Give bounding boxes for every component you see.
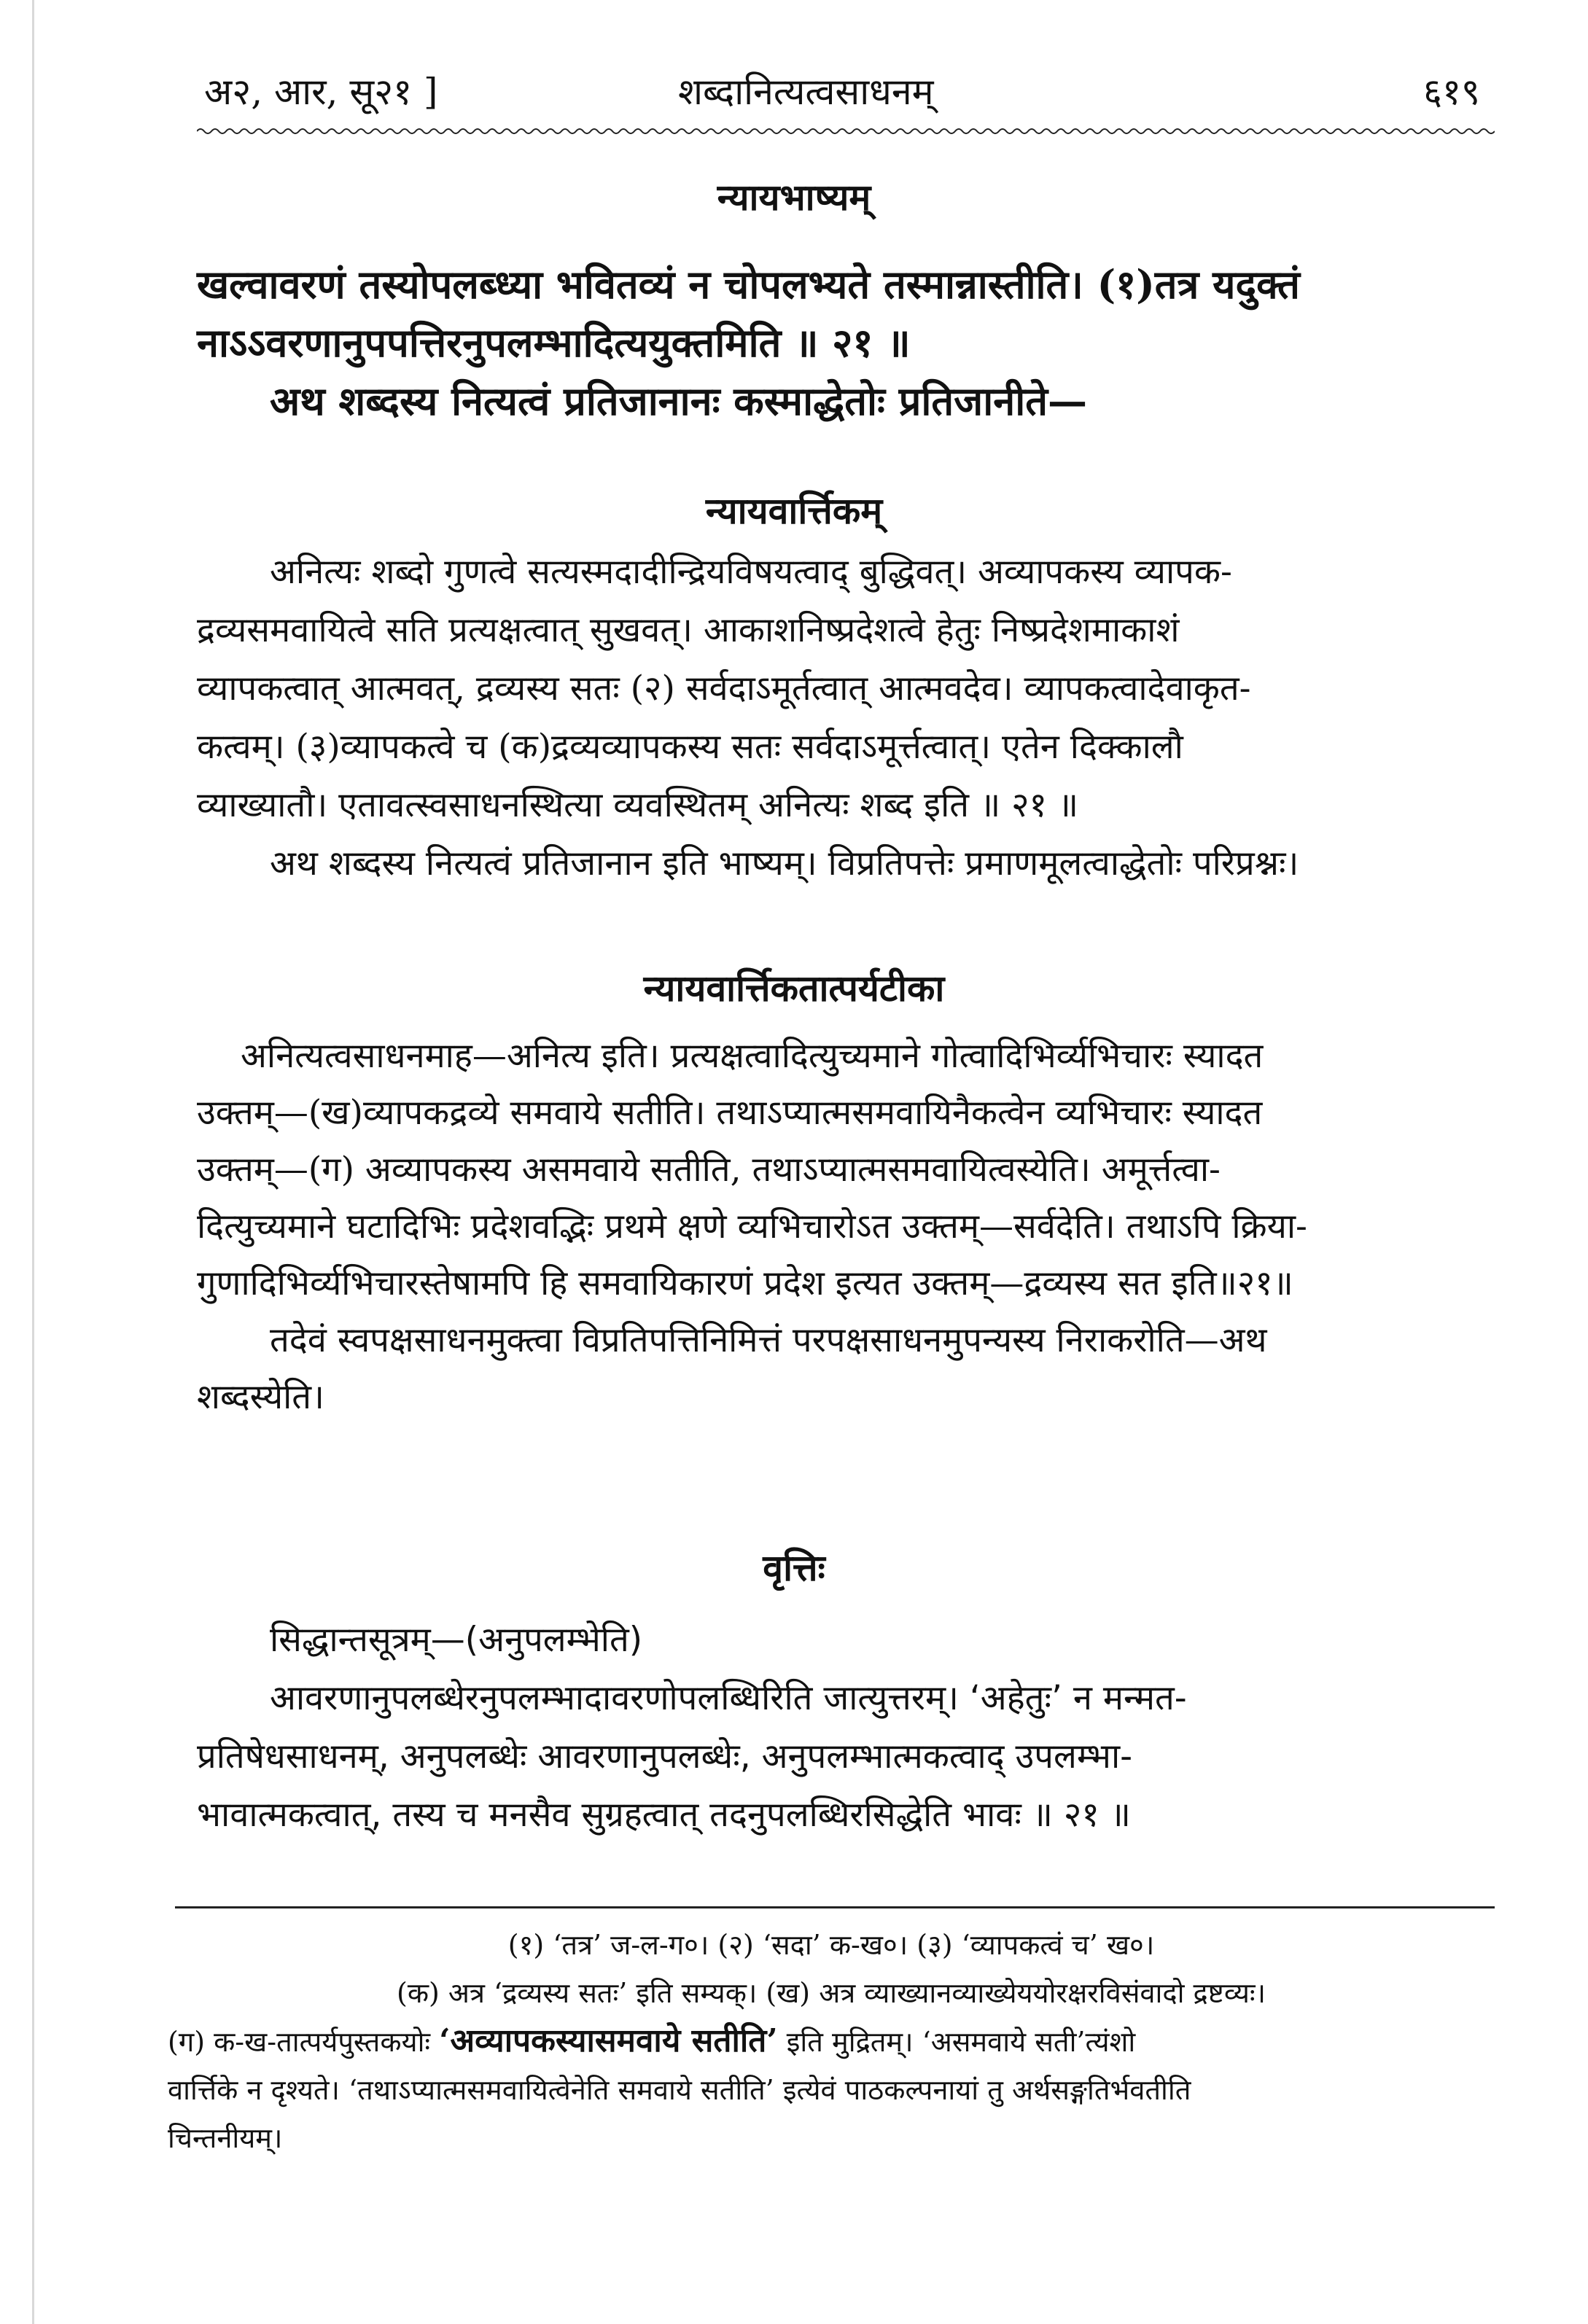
tika-line: तदेवं स्वपक्षसाधनमुक्त्वा विप्रतिपत्तिनिमित्तं परपक्षसाधनमुपन्यस्य निराकरोति—अथ — [270, 1320, 1267, 1360]
tika-line: दित्युच्यमाने घटादिभिः प्रदेशवद्भिः प्रथमे क्षणे व्यभिचारोऽत उक्तम्—सर्वदेति। तथाऽपि क्रिया- — [197, 1206, 1307, 1247]
bhashya-heading: न्यायभाष्यम् — [717, 176, 871, 219]
footnote-g-bold: ‘अव्यापकस्यासमवाये सतीति’ — [439, 2022, 778, 2059]
vartika-line: अनित्यः शब्दो गुणत्वे सत्यस्मदादीन्द्रियविषयत्वाद् बुद्धिवत्। अव्यापकस्य व्यापक- — [270, 552, 1232, 592]
tika-text — [197, 1028, 1480, 1426]
vritti-line: प्रतिषेधसाधनम्, अनुपलब्धेः आवरणानुपलब्धेः, अनुपलम्भात्मकत्वाद् उपलम्भा- — [197, 1736, 1133, 1777]
header-title: शब्दानित्यत्वसाधनम् — [678, 71, 934, 113]
vartika-line: कत्वम्। (३)व्यापकत्वे च (क)द्रव्यव्यापकस्य सतः सर्वदाऽमूर्त्तत्वात्। एतेन दिक्कालौ — [197, 727, 1183, 767]
vartika-line: व्यापकत्वात् आत्मवत्, द्रव्यस्य सतः (२) सर्वदाऽमूर्तत्वात् आत्मवदेव। व्यापकत्वादेवाकृत- — [197, 668, 1251, 709]
footnote-line: वार्त्तिके न दृश्यते। ‘तथाऽप्यात्मसमवायित्वेनेति समवाये सतीति’ इत्येवं पाठकल्पनायां तु अर्थसङ्गतिर्भवतीति — [168, 2074, 1191, 2106]
tika-heading: न्यायवार्त्तिकतात्पर्यटीका — [643, 967, 945, 1010]
footnote-line: (१) ‘तत्र’ ज-ल-ग०। (२) ‘सदा’ क-ख०। (३) ‘व्यापकत्वं च’ ख०। — [507, 1929, 1155, 1961]
vritti-line: सिद्धान्तसूत्रम्—(अनुपलम्भेति) — [270, 1620, 643, 1660]
tika-line: अनित्यत्वसाधनमाह—अनित्य इति। प्रत्यक्षत्वादित्युच्यमाने गोत्वादिभिर्व्यभिचारः स्यादत — [241, 1036, 1264, 1076]
bhashya-text — [197, 255, 1480, 430]
bhashya-line: अथ शब्दस्य नित्यत्वं प्रतिजानानः कस्माद्धेतोः प्रतिजानीते— — [270, 378, 1087, 424]
footnote-line — [168, 2017, 1495, 2066]
tika-line: गुणादिभिर्व्यभिचारस्तेषामपि हि समवायिकारणं प्रदेश इत्यत उक्तम्—द्रव्यस्य सत इति॥२१॥ — [197, 1263, 1293, 1303]
left-margin-rule — [32, 0, 34, 2324]
vartika-heading: न्यायवार्त्तिकम् — [705, 489, 883, 532]
vritti-line: भावात्मकत्वात्, तस्य च मनसैव सुग्रहत्वात् तदनुपलब्धिरसिद्धेति भावः ॥ २१ ॥ — [197, 1795, 1131, 1835]
bhashya-line: खल्वावरणं तस्योपलब्ध्या भवितव्यं न चोपलभ्यते तस्मान्नास्तीति। (१)तत्र यदुक्तं — [197, 261, 1300, 308]
vartika-text — [197, 543, 1480, 893]
tika-line: उक्तम्—(ख)व्यापकद्रव्ये समवाये सतीति। तथाऽप्यात्मसमवायिनैकत्वेन व्यभिचारः स्यादत — [197, 1093, 1263, 1133]
running-header — [197, 66, 1495, 117]
tika-line: शब्दस्येति। — [197, 1377, 324, 1417]
footnote-g-suffix: इति मुद्रितम्। ‘असमवाये सती’त्यंशो — [786, 2026, 1136, 2058]
wavy-rule — [197, 124, 1495, 139]
footnote-separator — [175, 1906, 1495, 1908]
page-number: ६१९ — [1423, 71, 1480, 113]
footnote-g-prefix: (ग) क-ख-तात्पर्यपुस्तकयोः — [168, 2026, 431, 2058]
vritti-heading: वृत्तिः — [763, 1546, 825, 1589]
vritti-line: आवरणानुपलब्धेरनुपलम्भादावरणोपलब्धिरिति जात्युत्तरम्। ‘अहेतुः’ न मन्मत- — [270, 1678, 1187, 1718]
footnote-line: (क) अत्र ‘द्रव्यस्य सतः’ इति सम्यक्। (ख) अत्र व्याख्यानव्याख्येययोरक्षरविसंवादो द्रष्टव्यः। — [397, 1977, 1266, 2009]
bhashya-line: नाऽऽवरणानुपपत्तिरनुपलम्भादित्ययुक्तमिति ॥ २१ ॥ — [197, 319, 911, 366]
tika-line: उक्तम्—(ग) अव्यापकस्य असमवाये सतीति, तथाऽप्यात्मसमवायित्वस्येति। अमूर्त्तत्वा- — [197, 1150, 1221, 1190]
header-reference: अ२, आर, सू२१ ] — [204, 71, 438, 113]
vartika-line: अथ शब्दस्य नित्यत्वं प्रतिजानान इति भाष्यम्। विप्रतिपत्तेः प्रमाणमूलत्वाद्धेतोः परिप्रश्नः। — [270, 843, 1299, 884]
footnote-line: चिन्तनीयम्। — [168, 2122, 283, 2154]
vartika-line: व्याख्यातौ। एतावत्स्वसाधनस्थित्या व्यवस्थितम् अनित्यः शब्द इति ॥ २१ ॥ — [197, 785, 1079, 825]
vartika-line: द्रव्यसमवायित्वे सति प्रत्यक्षत्वात् सुखवत्। आकाशनिष्प्रदेशत्वे हेतुः निष्प्रदेशमाकाशं — [197, 610, 1180, 650]
footnotes — [168, 1921, 1495, 2162]
vritti-text — [197, 1611, 1480, 1844]
